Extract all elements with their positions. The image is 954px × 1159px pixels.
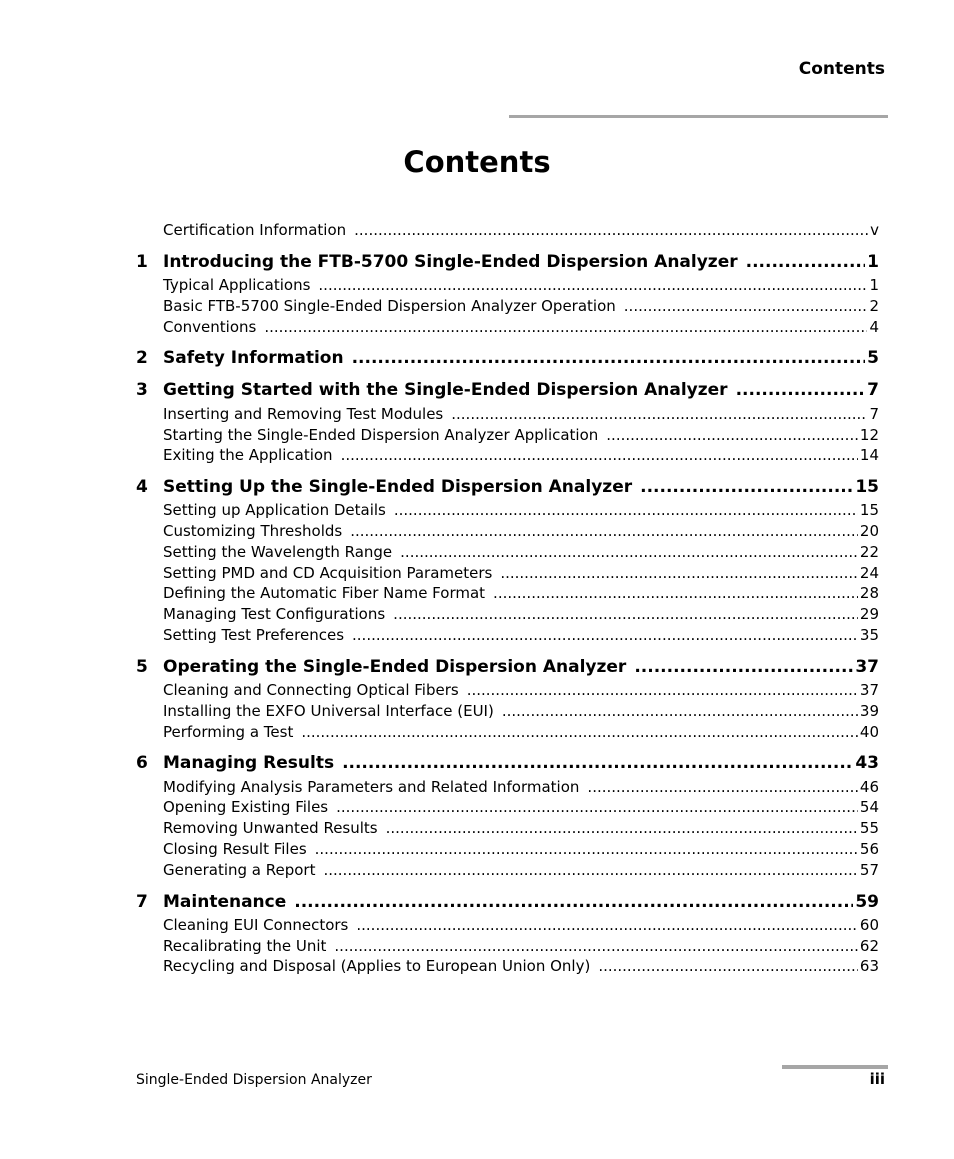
toc-section-entry[interactable] bbox=[136, 956, 879, 976]
toc-entry-label: Recalibrating the Unit bbox=[163, 937, 327, 955]
toc-chapter-number: 6 bbox=[136, 753, 148, 773]
toc-entry-label: Cleaning and Connecting Optical Fibers bbox=[163, 681, 459, 699]
toc-page-number: 39 bbox=[859, 702, 879, 720]
toc-section-entry[interactable] bbox=[136, 542, 879, 562]
toc-section-entry[interactable] bbox=[136, 583, 879, 603]
toc-dot-leader bbox=[606, 425, 858, 445]
toc-entry-label: Maintenance bbox=[163, 892, 287, 912]
toc-page-number: 28 bbox=[859, 584, 879, 602]
toc-page-number: v bbox=[870, 221, 879, 239]
toc-page-number: 57 bbox=[859, 861, 879, 879]
toc-dot-leader bbox=[587, 777, 857, 797]
toc-dot-leader bbox=[318, 275, 867, 295]
toc-page-number: 37 bbox=[859, 681, 879, 699]
header-rule bbox=[509, 115, 888, 118]
toc-entry-label: Introducing the FTB-5700 Single-Ended Dispersion Analyzer bbox=[163, 252, 738, 272]
toc-entry-label: Cleaning EUI Connectors bbox=[163, 916, 349, 934]
toc-section-entry[interactable] bbox=[136, 500, 879, 520]
toc-section-entry[interactable] bbox=[136, 936, 879, 956]
toc-dot-leader bbox=[334, 936, 858, 956]
toc-page-number: 37 bbox=[855, 657, 879, 677]
toc-chapter-number: 5 bbox=[136, 657, 148, 677]
toc-page-number: 29 bbox=[859, 605, 879, 623]
toc-entry-label: Setting Up the Single-Ended Dispersion Analyzer bbox=[163, 477, 633, 497]
toc-section-entry[interactable] bbox=[136, 860, 879, 880]
toc-entry-label: Managing Test Configurations bbox=[163, 605, 386, 623]
toc-dot-leader bbox=[451, 404, 867, 424]
toc-dot-leader bbox=[323, 860, 857, 880]
toc-dot-leader bbox=[264, 317, 867, 337]
toc-entry-label: Setting PMD and CD Acquisition Parameters bbox=[163, 564, 493, 582]
toc-dot-leader bbox=[342, 752, 853, 774]
toc-entry-label: Recycling and Disposal (Applies to European Union Only) bbox=[163, 957, 591, 975]
toc-page-number: 15 bbox=[859, 501, 879, 519]
toc-dot-leader bbox=[352, 625, 858, 645]
toc-section-entry[interactable] bbox=[136, 220, 879, 240]
toc-entry-label: Opening Existing Files bbox=[163, 798, 329, 816]
toc-dot-leader bbox=[356, 915, 858, 935]
toc-dot-leader bbox=[493, 583, 858, 603]
toc-entry-label: Certification Information bbox=[163, 221, 347, 239]
toc-section-entry[interactable] bbox=[136, 425, 879, 445]
toc-page-number: 22 bbox=[859, 543, 879, 561]
toc-section-entry[interactable] bbox=[136, 625, 879, 645]
toc-chapter-entry[interactable] bbox=[136, 251, 879, 273]
toc-chapter-number: 3 bbox=[136, 380, 148, 400]
toc-dot-leader bbox=[294, 891, 853, 913]
toc-page-number: 5 bbox=[867, 348, 879, 368]
footer-page-number: iii bbox=[869, 1070, 885, 1088]
toc-page-number: 20 bbox=[859, 522, 879, 540]
toc-entry-label: Basic FTB-5700 Single-Ended Dispersion Analyzer Operation bbox=[163, 297, 616, 315]
toc-entry-label: Setting up Application Details bbox=[163, 501, 386, 519]
toc-chapter-number: 2 bbox=[136, 348, 148, 368]
toc-page-number: 56 bbox=[859, 840, 879, 858]
toc-section-entry[interactable] bbox=[136, 445, 879, 465]
toc-entry-label: Performing a Test bbox=[163, 723, 294, 741]
toc-entry-label: Installing the EXFO Universal Interface (EUI) bbox=[163, 702, 494, 720]
toc-page-number: 14 bbox=[859, 446, 879, 464]
toc-page-number: 60 bbox=[859, 916, 879, 934]
toc-page-number: 63 bbox=[859, 957, 879, 975]
toc-page-number: 46 bbox=[859, 778, 879, 796]
toc-page-number: 7 bbox=[867, 380, 879, 400]
toc-page-number: 15 bbox=[855, 477, 879, 497]
toc-entry-label: Getting Started with the Single-Ended Dispersion Analyzer bbox=[163, 380, 728, 400]
toc-page-number: 43 bbox=[855, 753, 879, 773]
page-title: Contents bbox=[403, 145, 551, 179]
toc-dot-leader bbox=[352, 347, 866, 369]
toc-dot-leader bbox=[393, 604, 858, 624]
toc-section-entry[interactable] bbox=[136, 680, 879, 700]
toc-section-entry[interactable] bbox=[136, 818, 879, 838]
toc-entry-label: Typical Applications bbox=[163, 276, 311, 294]
toc-dot-leader bbox=[354, 220, 868, 240]
toc-chapter-entry[interactable] bbox=[136, 656, 879, 678]
toc-section-entry[interactable] bbox=[136, 701, 879, 721]
toc-page-number: 59 bbox=[855, 892, 879, 912]
toc-dot-leader bbox=[386, 818, 858, 838]
toc-page-number: 55 bbox=[859, 819, 879, 837]
toc-chapter-entry[interactable] bbox=[136, 752, 879, 774]
toc-entry-label: Defining the Automatic Fiber Name Format bbox=[163, 584, 486, 602]
toc-entry-label: Exiting the Application bbox=[163, 446, 333, 464]
toc-dot-leader bbox=[394, 500, 858, 520]
toc-dot-leader bbox=[341, 445, 858, 465]
toc-chapter-number: 1 bbox=[136, 252, 148, 272]
toc-page-number: 40 bbox=[859, 723, 879, 741]
toc-section-entry[interactable] bbox=[136, 296, 879, 316]
toc-entry-label: Operating the Single-Ended Dispersion Analyzer bbox=[163, 657, 627, 677]
toc-entry-label: Managing Results bbox=[163, 753, 335, 773]
toc-chapter-entry[interactable] bbox=[136, 379, 879, 401]
toc-section-entry[interactable] bbox=[136, 317, 879, 337]
toc-section-entry[interactable] bbox=[136, 275, 879, 295]
toc-section-entry[interactable] bbox=[136, 722, 879, 742]
toc-dot-leader bbox=[336, 797, 858, 817]
toc-entry-label: Removing Unwanted Results bbox=[163, 819, 378, 837]
toc-entry-label: Generating a Report bbox=[163, 861, 316, 879]
toc-chapter-entry[interactable] bbox=[136, 347, 879, 369]
toc-page-number: 35 bbox=[859, 626, 879, 644]
toc-dot-leader bbox=[500, 563, 858, 583]
running-header: Contents bbox=[798, 59, 885, 79]
toc-page-number: 2 bbox=[869, 297, 879, 315]
toc-page-number: 54 bbox=[859, 798, 879, 816]
footer-document-title: Single-Ended Dispersion Analyzer bbox=[136, 1072, 372, 1088]
toc-entry-label: Customizing Thresholds bbox=[163, 522, 343, 540]
toc-section-entry[interactable] bbox=[136, 404, 879, 424]
toc-page-number: 12 bbox=[859, 426, 879, 444]
toc-section-entry[interactable] bbox=[136, 797, 879, 817]
toc-dot-leader bbox=[467, 680, 858, 700]
toc-dot-leader bbox=[400, 542, 858, 562]
toc-page-number: 1 bbox=[869, 276, 879, 294]
toc-chapter-entry[interactable] bbox=[136, 476, 879, 498]
toc-page-number: 1 bbox=[867, 252, 879, 272]
toc-entry-label: Starting the Single-Ended Dispersion Analyzer Application bbox=[163, 426, 599, 444]
toc-section-entry[interactable] bbox=[136, 915, 879, 935]
toc-dot-leader bbox=[350, 521, 858, 541]
toc-entry-label: Closing Result Files bbox=[163, 840, 307, 858]
toc-dot-leader bbox=[736, 379, 866, 401]
toc-dot-leader bbox=[746, 251, 866, 273]
toc-section-entry[interactable] bbox=[136, 521, 879, 541]
toc-entry-label: Setting the Wavelength Range bbox=[163, 543, 393, 561]
toc-dot-leader bbox=[624, 296, 868, 316]
toc-dot-leader bbox=[315, 839, 858, 859]
toc-dot-leader bbox=[301, 722, 858, 742]
toc-entry-label: Safety Information bbox=[163, 348, 344, 368]
toc-page-number: 24 bbox=[859, 564, 879, 582]
toc-section-entry[interactable] bbox=[136, 777, 879, 797]
toc-entry-label: Inserting and Removing Test Modules bbox=[163, 405, 444, 423]
toc-dot-leader bbox=[640, 476, 853, 498]
toc-section-entry[interactable] bbox=[136, 563, 879, 583]
toc-chapter-number: 4 bbox=[136, 477, 148, 497]
toc-entry-label: Setting Test Preferences bbox=[163, 626, 345, 644]
toc-section-entry[interactable] bbox=[136, 604, 879, 624]
toc-page-number: 62 bbox=[859, 937, 879, 955]
toc-chapter-entry[interactable] bbox=[136, 891, 879, 913]
toc-chapter-number: 7 bbox=[136, 892, 148, 912]
toc-page-number: 4 bbox=[869, 318, 879, 336]
toc-dot-leader bbox=[502, 701, 858, 721]
toc-section-entry[interactable] bbox=[136, 839, 879, 859]
toc-entry-label: Modifying Analysis Parameters and Related Information bbox=[163, 778, 580, 796]
toc-dot-leader bbox=[598, 956, 858, 976]
toc-page-number: 7 bbox=[869, 405, 879, 423]
toc-dot-leader bbox=[634, 656, 853, 678]
toc-entry-label: Conventions bbox=[163, 318, 257, 336]
